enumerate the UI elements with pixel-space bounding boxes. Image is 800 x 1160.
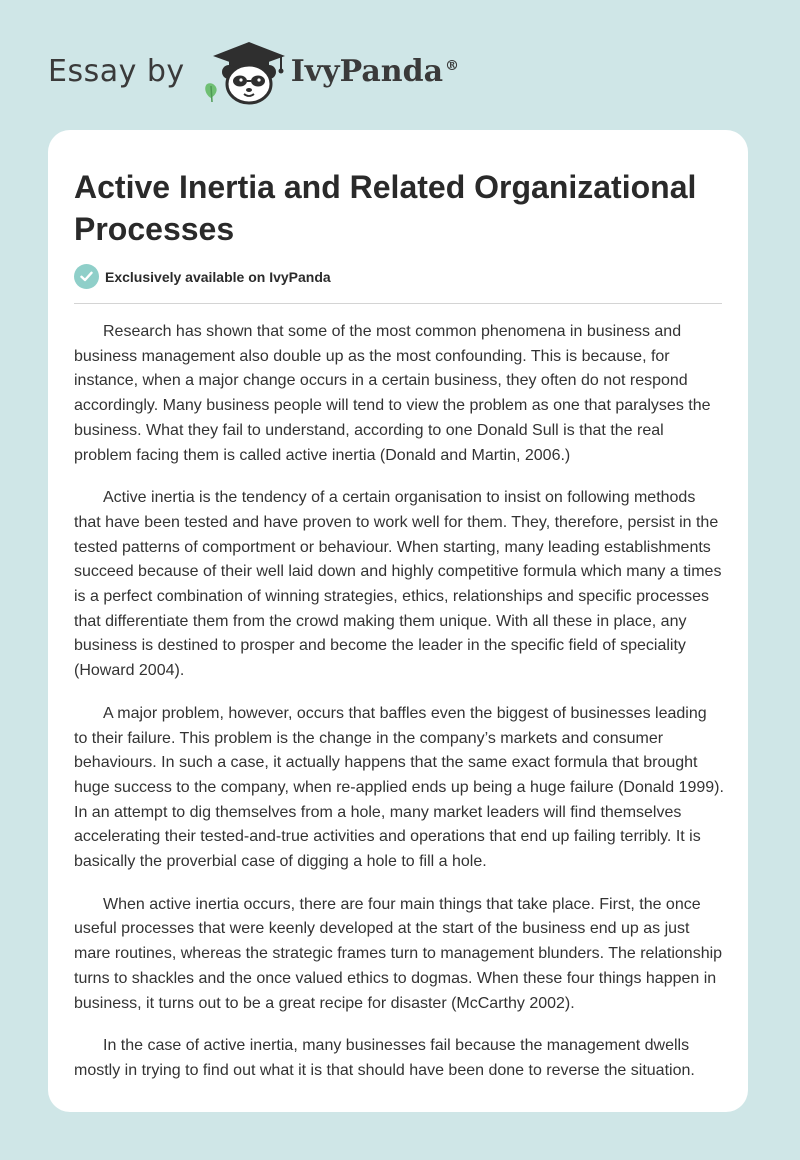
brand-name[interactable] xyxy=(291,54,459,89)
paragraph: Research has shown that some of the most common phenomena in business and business management also double up as the most confounding. This is because, for instance, when a major change occurs in a certain business, they often do not respond accordingly. Many business people will tend to view the problem as one that paralyses the business. What they fail to understand, according to one Donald Sull is that the real problem facing them is called active inertia (Donald and Martin, 2006.) xyxy=(74,323,711,464)
page-title: Active Inertia and Related Organizational Processes xyxy=(74,169,697,247)
badge-text: Exclusively available on IvyPanda xyxy=(105,268,331,285)
essay-by-label: Essay by xyxy=(48,53,185,89)
check-icon xyxy=(74,264,99,289)
paragraph: In the case of active inertia, many businesses fail because the management dwells mostly in trying to find out what it is that should have been done to reverse the situation. xyxy=(74,1037,695,1079)
exclusive-badge xyxy=(74,264,331,289)
brand-name-text: IvyPanda xyxy=(290,53,444,89)
site-header xyxy=(48,36,459,106)
paragraph: A major problem, however, occurs that baffles even the biggest of businesses leading to their failure. This problem is the change in the company’s markets and consumer behaviours. In such a case, it actually happens that the same exact formula that brought huge success to the company, when re-applied ends up being a huge failure (Donald 1999). In an attempt to dig themselves from a hole, many market leaders will find themselves accelerating their tested-and-true activities and operations that end up failing terribly. It is basically the proverbial case of digging a hole to fill a hole. xyxy=(74,704,724,871)
divider xyxy=(74,303,722,304)
essay-card xyxy=(48,130,748,1112)
registered-mark: ® xyxy=(445,57,460,74)
panda-logo-icon[interactable] xyxy=(199,36,289,106)
article-body xyxy=(74,320,724,1102)
paragraph: Active inertia is the tendency of a certain organisation to insist on following methods that have been tested and have proven to work well for them. They, therefore, persist in the tested patterns of comportment or behaviour. When starting, many leading establishments succeed because of their well laid down and highly competitive formula which many a times is a perfect combination of winning strategies, ethics, relationships and specific processes that differentiate them from the crowd making them unique. With all these in place, any business is destined to prosper and become the leader in the specific field of speciality (Howard 2004). xyxy=(74,489,722,680)
paragraph: When active inertia occurs, there are four main things that take place. First, the once useful processes that were keenly developed at the start of the business end up as just mare routines, whereas the strategic frames turn to management blunders. The relationship turns to shackles and the once valued ethics to dogmas. When these four things happen in business, it turns out to be a great recipe for disaster (McCarthy 2002). xyxy=(74,895,723,1012)
